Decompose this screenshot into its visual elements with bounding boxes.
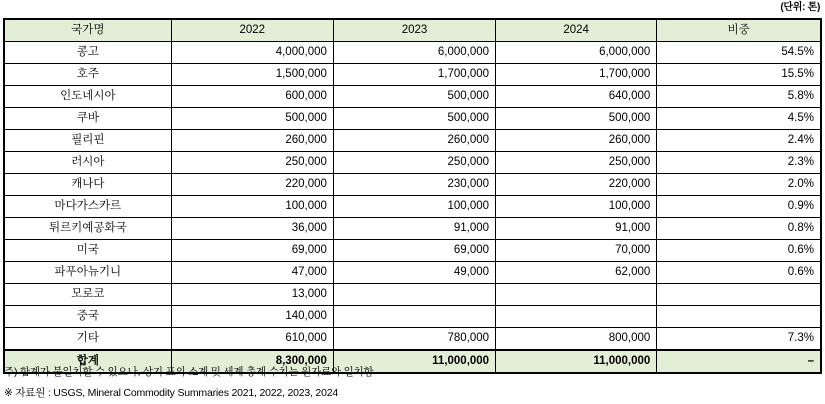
table-row bbox=[4, 196, 821, 218]
cell-2022: 1,500,000 bbox=[171, 64, 333, 86]
cell-country: 파푸아뉴기니 bbox=[4, 262, 171, 284]
cell-2023: 6,000,000 bbox=[333, 42, 495, 64]
cell-country: 모로코 bbox=[4, 284, 171, 306]
cell-country: 튀르키예공화국 bbox=[4, 218, 171, 240]
cell-country: 인도네시아 bbox=[4, 86, 171, 108]
cell-2024: 70,000 bbox=[496, 240, 657, 262]
cell-2023: 100,000 bbox=[333, 196, 495, 218]
column-header-share: 비중 bbox=[657, 19, 821, 42]
cell-2024: 640,000 bbox=[496, 86, 657, 108]
column-header-2022: 2022 bbox=[171, 19, 333, 42]
cell-2024: 260,000 bbox=[496, 130, 657, 152]
cell-share: 2.4% bbox=[657, 130, 821, 152]
cell-2023: 49,000 bbox=[333, 262, 495, 284]
cell-country: 호주 bbox=[4, 64, 171, 86]
cell-share: 0.9% bbox=[657, 196, 821, 218]
cell-share: 4.5% bbox=[657, 108, 821, 130]
cell-2022: 140,000 bbox=[171, 306, 333, 328]
table-row bbox=[4, 108, 821, 130]
cell-2023: 69,000 bbox=[333, 240, 495, 262]
cell-2022: 220,000 bbox=[171, 174, 333, 196]
footnote-note: 주) 합계가 불일치할 수 있으나, 상기 표의 소계 및 세계 총계 수치는 원자료와 일치함 bbox=[4, 366, 374, 378]
cell-share: 5.8% bbox=[657, 86, 821, 108]
cell-share: 2.3% bbox=[657, 152, 821, 174]
table-row bbox=[4, 42, 821, 64]
cell-country: 마다가스카르 bbox=[4, 196, 171, 218]
cell-share: 0.6% bbox=[657, 262, 821, 284]
cell-share: 0.6% bbox=[657, 240, 821, 262]
cell-2022: 610,000 bbox=[171, 328, 333, 351]
table-row bbox=[4, 218, 821, 240]
cell-share: 15.5% bbox=[657, 64, 821, 86]
cell-country: 기타 bbox=[4, 328, 171, 351]
table-row bbox=[4, 64, 821, 86]
cell-2023: 500,000 bbox=[333, 86, 495, 108]
cell-share: 7.3% bbox=[657, 328, 821, 351]
total-2024: 11,000,000 bbox=[496, 350, 657, 373]
cell-2022: 36,000 bbox=[171, 218, 333, 240]
cell-country: 쿠바 bbox=[4, 108, 171, 130]
total-2023: 11,000,000 bbox=[333, 350, 495, 373]
header-row bbox=[4, 19, 821, 42]
footnotes bbox=[4, 362, 804, 404]
cell-2022: 500,000 bbox=[171, 108, 333, 130]
cell-2023: 1,700,000 bbox=[333, 64, 495, 86]
cell-2022: 250,000 bbox=[171, 152, 333, 174]
cell-2024: 62,000 bbox=[496, 262, 657, 284]
cell-2024: 500,000 bbox=[496, 108, 657, 130]
cell-2023: 91,000 bbox=[333, 218, 495, 240]
table-row bbox=[4, 240, 821, 262]
table-row bbox=[4, 284, 821, 306]
cell-share bbox=[657, 306, 821, 328]
table-row bbox=[4, 152, 821, 174]
cell-2024 bbox=[496, 284, 657, 306]
column-header-country: 국가명 bbox=[4, 19, 171, 42]
cell-2023: 230,000 bbox=[333, 174, 495, 196]
footnote-source: ※ 자료원 : USGS, Mineral Commodity Summaries 2021, 2022, 2023, 2024 bbox=[4, 387, 338, 399]
table-row bbox=[4, 328, 821, 351]
table-row bbox=[4, 130, 821, 152]
cell-2023: 260,000 bbox=[333, 130, 495, 152]
table-header bbox=[4, 19, 821, 42]
column-header-2024: 2024 bbox=[496, 19, 657, 42]
cell-2022: 69,000 bbox=[171, 240, 333, 262]
cell-country: 콩고 bbox=[4, 42, 171, 64]
cell-2024: 800,000 bbox=[496, 328, 657, 351]
table-body bbox=[4, 42, 821, 351]
total-share: – bbox=[657, 350, 821, 373]
cell-2024: 100,000 bbox=[496, 196, 657, 218]
country-production-table bbox=[3, 18, 822, 374]
table-container bbox=[3, 18, 822, 374]
cell-2024: 1,700,000 bbox=[496, 64, 657, 86]
cell-2022: 100,000 bbox=[171, 196, 333, 218]
cell-2022: 600,000 bbox=[171, 86, 333, 108]
unit-caption: (단위: 톤) bbox=[780, 2, 820, 13]
table-row bbox=[4, 86, 821, 108]
cell-2024: 6,000,000 bbox=[496, 42, 657, 64]
table-row bbox=[4, 306, 821, 328]
cell-2022: 4,000,000 bbox=[171, 42, 333, 64]
cell-share: 54.5% bbox=[657, 42, 821, 64]
cell-country: 미국 bbox=[4, 240, 171, 262]
cell-2023: 500,000 bbox=[333, 108, 495, 130]
cell-country: 필리핀 bbox=[4, 130, 171, 152]
cell-2024: 91,000 bbox=[496, 218, 657, 240]
cell-2024: 220,000 bbox=[496, 174, 657, 196]
table-row bbox=[4, 262, 821, 284]
cell-share: 2.0% bbox=[657, 174, 821, 196]
cell-2023 bbox=[333, 306, 495, 328]
column-header-2023: 2023 bbox=[333, 19, 495, 42]
total-2022: 8,300,000 bbox=[171, 350, 333, 373]
cell-2023: 250,000 bbox=[333, 152, 495, 174]
cell-country: 러시아 bbox=[4, 152, 171, 174]
cell-2022: 13,000 bbox=[171, 284, 333, 306]
cell-country: 캐나다 bbox=[4, 174, 171, 196]
cell-2024: 250,000 bbox=[496, 152, 657, 174]
cell-2024 bbox=[496, 306, 657, 328]
total-label: 합계 bbox=[4, 350, 171, 373]
cell-share bbox=[657, 284, 821, 306]
cell-share: 0.8% bbox=[657, 218, 821, 240]
cell-2022: 260,000 bbox=[171, 130, 333, 152]
cell-2023: 780,000 bbox=[333, 328, 495, 351]
table-row bbox=[4, 174, 821, 196]
cell-country: 중국 bbox=[4, 306, 171, 328]
cell-2023 bbox=[333, 284, 495, 306]
cell-2022: 47,000 bbox=[171, 262, 333, 284]
